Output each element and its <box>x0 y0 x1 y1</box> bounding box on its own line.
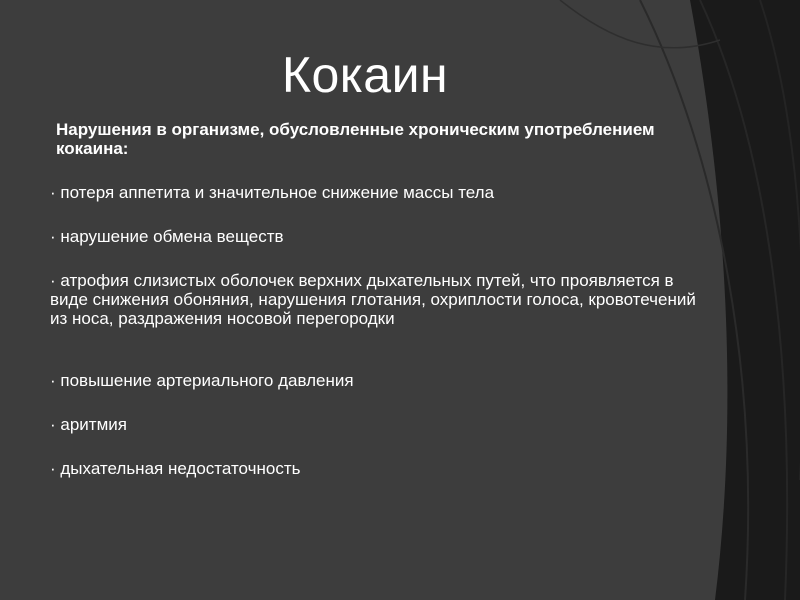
slide-title: Кокаин <box>281 47 449 103</box>
list-item-arrhythmia: · аритмия <box>50 415 127 434</box>
list-item-appetite: · потеря аппетита и значительное снижение массы тела <box>50 183 495 202</box>
list-item-blood-pressure: · повышение артериального давления <box>50 371 354 390</box>
list-item-respiratory-failure: · дыхательная недостаточность <box>50 459 301 478</box>
list-item-mucosa-atrophy: · атрофия слизистых оболочек верхних дыхательных путей, что проявляется в виде снижения обоняния, нарушения глотания, охриплости голоса, кровотечений из носа, раздражения носовой перегородки <box>50 271 696 328</box>
slide-body <box>50 120 700 503</box>
intro-text: Нарушения в организме, обусловленные хроническим употреблением кокаина: <box>56 120 655 158</box>
list-item-metabolism: · нарушение обмена веществ <box>50 227 284 246</box>
